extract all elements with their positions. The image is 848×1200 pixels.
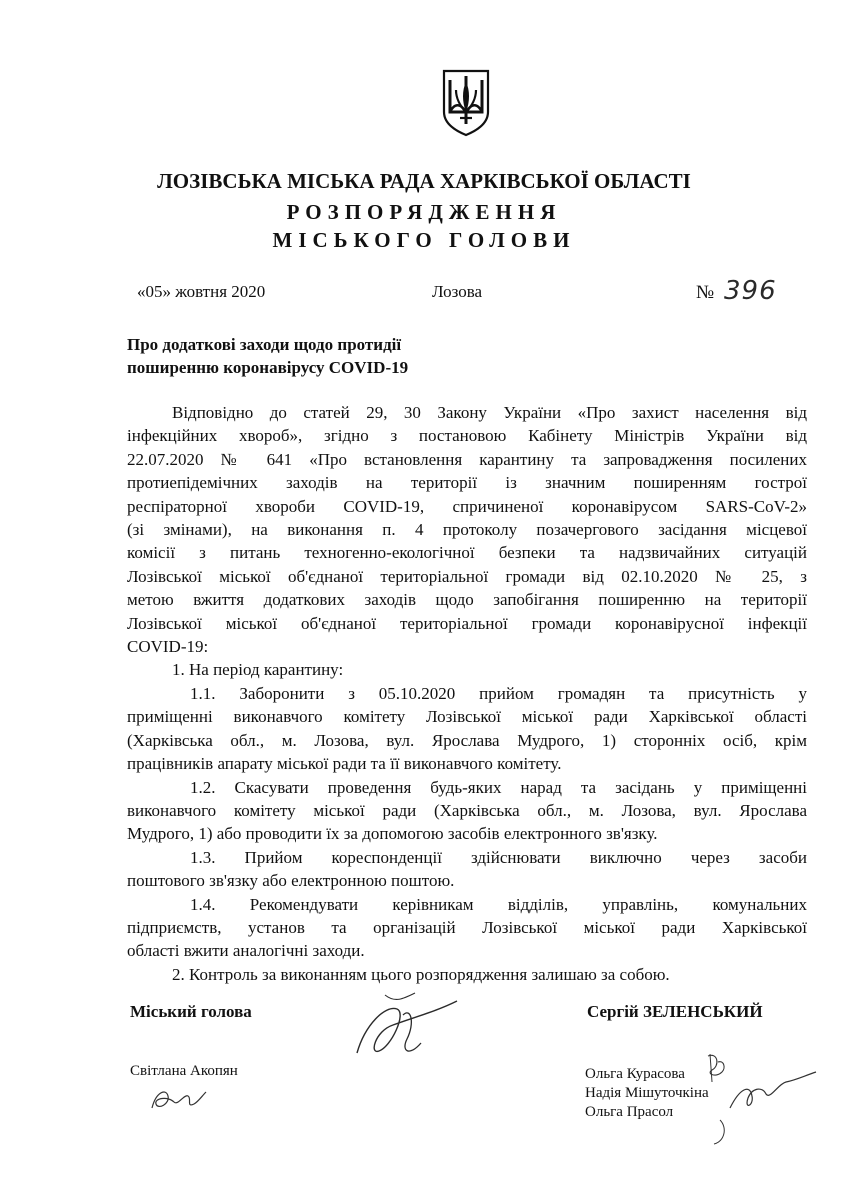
body-line: метою вжиття додаткових заходів щодо запобігання поширенню на території [127, 590, 807, 610]
ukraine-trident-emblem-icon [441, 68, 491, 138]
body-line: 2. Контроль за виконанням цього розпорядження залишаю за собою. [172, 964, 670, 984]
body-line: COVID-19: [127, 637, 209, 657]
approvers-list [585, 1065, 709, 1122]
body-line: підприємств, установ та організацій Лозівської міської ради Харківської [127, 917, 807, 937]
body-line: 1.4. Рекомендувати керівникам відділів, управлінь, комунальних [190, 894, 807, 914]
subject-line: поширенню коронавірусу COVID-19 [127, 358, 409, 377]
document-body [127, 401, 807, 986]
body-line: Мудрого, 1) або проводити їх за допомогою засобів електронного зв'язку. [127, 824, 658, 844]
body-line: (Харківська обл., м. Лозова, вул. Ярослава Мудрого, 1) сторонніх осіб, крім [127, 730, 807, 750]
executor-signature [148, 1082, 208, 1116]
body-line: Лозівської міської об'єднаної територіальної громади коронавірусної інфекції [127, 613, 807, 633]
body-line: виконавчого комітету міської ради (Харківська обл., м. Лозова, вул. Ярослава [127, 800, 807, 820]
body-line: Лозівської міської об'єднаної територіальної громади від 02.10.2020 № 25, з [127, 566, 807, 586]
body-line: 1.1. Заборонити з 05.10.2020 прийом громадян та присутність у [190, 683, 807, 703]
mayor-name: Сергій ЗЕЛЕНСЬКИЙ [587, 1002, 763, 1021]
body-line: комісії з питань техногенно-екологічної безпеки та надзвичайних ситуацій [127, 543, 807, 563]
approver-name: Ольга Прасол [585, 1104, 674, 1120]
body-line: респіраторної хвороби COVID-19, спричиненої коронавірусом SARS-CoV-2» [127, 496, 807, 516]
approver-name: Надія Мішуточкіна [585, 1085, 709, 1101]
mayor-signature [345, 985, 465, 1065]
body-line: протиепідемічних заходів на території із значним поширенням гострої [127, 473, 807, 493]
document-city: Лозова [432, 282, 483, 301]
body-line: (зі змінами), на виконання п. 4 протоколу позачергового засідання місцевої [127, 520, 807, 540]
council-name: ЛОЗІВСЬКА МІСЬКА РАДА ХАРКІВСЬКОЇ ОБЛАСТІ [157, 169, 691, 193]
body-line: 1.2. Скасувати проведення будь-яких нарад та засідань у приміщенні [190, 777, 807, 797]
document-date: «05» жовтня 2020 [137, 282, 266, 301]
body-line: 1. На період карантину: [172, 660, 344, 680]
approver-name: Ольга Курасова [585, 1066, 685, 1082]
document-number: 396 [724, 276, 777, 306]
body-line: області вжити аналогічні заходи. [127, 941, 365, 961]
body-line: приміщенні виконавчого комітету Лозівської міської ради Харківської області [127, 707, 807, 727]
body-line: працівників апарату міської ради та її виконавчого комітету. [127, 754, 562, 774]
body-line: 1.3. Прийом кореспонденції здійснювати виключно через засоби [190, 847, 807, 867]
number-sign: № [696, 282, 715, 303]
body-line: інфекційних хвороб», згідно з постановою Кабінету Міністрів України від [127, 426, 807, 446]
document-type: РОЗПОРЯДЖЕННЯ [286, 200, 562, 224]
document-subject [127, 333, 408, 379]
executor-name: Світлана Акопян [130, 1063, 238, 1079]
approver-signature [700, 1048, 820, 1148]
body-line: 22.07.2020 № 641 «Про встановлення карантину та запровадження посилених [127, 449, 807, 469]
body-line: поштового зв'язку або електронною поштою. [127, 871, 455, 891]
mayor-title: Міський голова [130, 1002, 252, 1021]
body-line: Відповідно до статей 29, 30 Закону України «Про захист населення від [172, 403, 807, 422]
document-subtitle: МІСЬКОГО ГОЛОВИ [272, 228, 576, 252]
subject-line: Про додаткові заходи щодо протидії [127, 335, 402, 354]
